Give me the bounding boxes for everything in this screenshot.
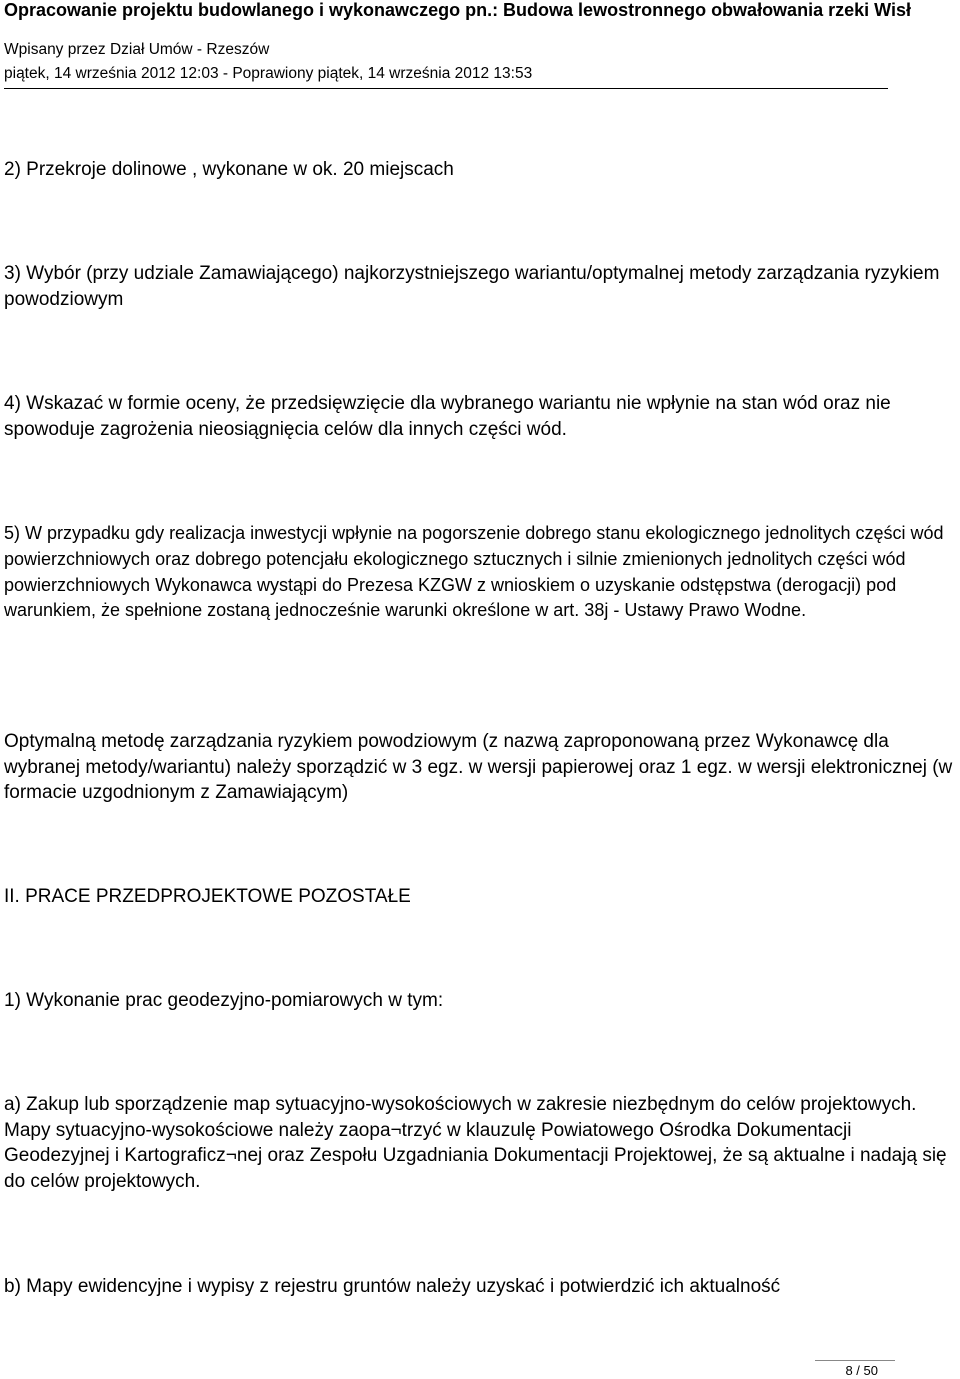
document-title: Opracowanie projektu budowlanego i wykonawczego pn.: Budowa lewostronnego obwałowania rzeki Wisł: [4, 0, 911, 20]
paragraph-item-3: 3) Wybór (przy udziale Zamawiającego) najkorzystniejszego wariantu/optymalnej metody zarządzania ryzykiem powodziowym: [4, 263, 940, 310]
date-line: piątek, 14 września 2012 12:03 - Poprawiony piątek, 14 września 2012 13:53: [4, 65, 533, 82]
paragraph-item-2: 2) Przekroje dolinowe , wykonane w ok. 20 miejscach: [4, 159, 454, 180]
page-number: 8 / 50: [845, 1363, 878, 1378]
section-heading-2: II. PRACE PRZEDPROJEKTOWE POZOSTAŁE: [4, 886, 411, 907]
paragraph-item-a: a) Zakup lub sporządzenie map sytuacyjno-wysokościowych w zakresie niezbędnym do celów projektowych. Mapy sytuacyjno-wysokościowe należy zaopa¬trzyć w klauzulę Powiatowego Ośrodka Dokumentacji Geodezyjnej i Kartograficz¬nej oraz Zespołu Uzgadniania Dokumentacji Projektowej, że są aktualne i nadają się do celów projektowych.: [4, 1094, 947, 1193]
footer-divider: [815, 1360, 895, 1361]
author-line: Wpisany przez Dział Umów - Rzeszów: [4, 41, 270, 58]
header-divider: [4, 88, 888, 89]
paragraph-optimal-method: Optymalną metodę zarządzania ryzykiem powodziowym (z nazwą zaproponowaną przez Wykonawcę dla wybranej metody/wariantu) należy sporządzić w 3 egz. w wersji papierowej oraz 1 egz. w wersji elektronicznej (w formacie uzgodnionym z Zamawiającym): [4, 731, 953, 804]
paragraph-item-5: 5) W przypadku gdy realizacja inwestycji wpłynie na pogorszenie dobrego stanu ekologicznego jednolitych części wód powierzchniowych oraz dobrego potencjału ekologicznego sztucznych i silnie zmienionych jednolitych części wód powierzchniowych Wykonawca wystąpi do Prezesa KZGW z wnioskiem o uzyskanie odstępstwa (derogacji) pod warunkiem, że spełnione zostaną jednocześnie warunki określone w art. 38j - Ustawy Prawo Wodne.: [4, 523, 944, 621]
paragraph-item-b: b) Mapy ewidencyjne i wypisy z rejestru gruntów należy uzyskać i potwierdzić ich aktualność: [4, 1276, 781, 1297]
paragraph-item-4: 4) Wskazać w formie oceny, że przedsięwzięcie dla wybranego wariantu nie wpłynie na stan wód oraz nie spowoduje zagrożenia nieosiągnięcia celów dla innych części wód.: [4, 393, 891, 440]
paragraph-geodetic-work: 1) Wykonanie prac geodezyjno-pomiarowych w tym:: [4, 990, 444, 1011]
